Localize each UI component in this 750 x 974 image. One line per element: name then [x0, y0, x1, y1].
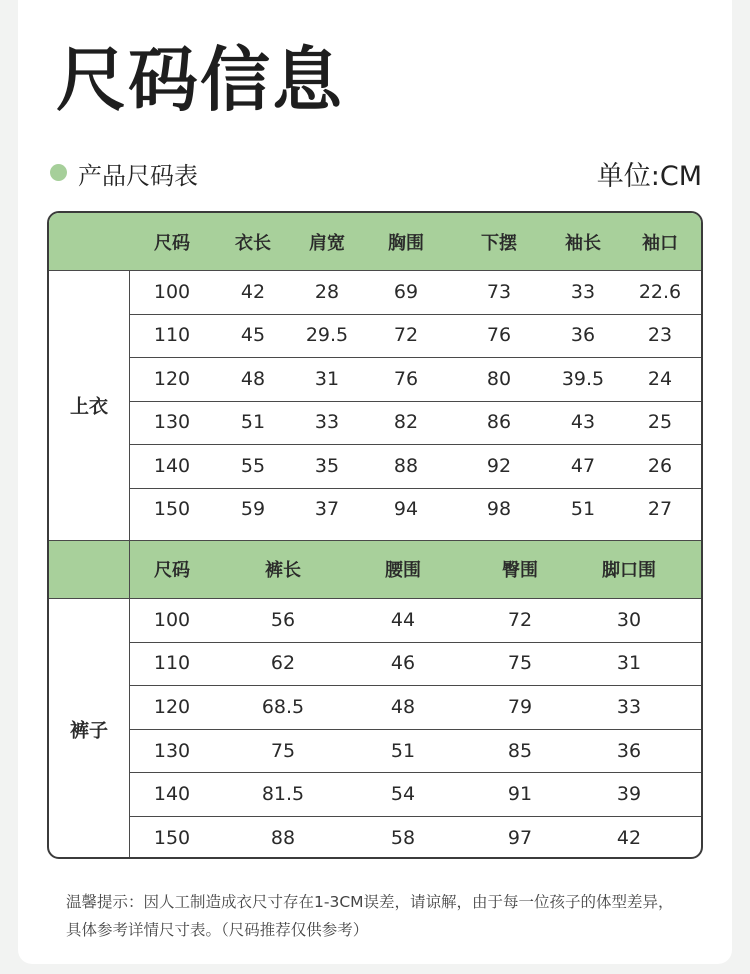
- top-header-cell: 袖长: [565, 232, 601, 254]
- table-cell: 33: [616, 696, 642, 718]
- table-cell: 42: [240, 280, 266, 303]
- table-cell: 82: [393, 411, 419, 434]
- subtitle: 产品尺码表: [78, 162, 198, 190]
- table-cell: 36: [570, 324, 596, 347]
- subtitle-row: [50, 152, 702, 192]
- table-cell: 92: [486, 454, 512, 477]
- table-cell: 94: [393, 498, 419, 521]
- bottom-header-cell: 脚口围: [602, 560, 656, 581]
- section-label-bottom: 裤子: [69, 719, 109, 741]
- table-cell: 100: [153, 608, 191, 631]
- table-cell: 44: [390, 608, 416, 631]
- table-cell: 28: [314, 280, 340, 303]
- table-cell: 150: [153, 498, 191, 521]
- table-cell: 31: [616, 652, 642, 675]
- table-cell: 54: [390, 783, 416, 806]
- table-cell: 69: [393, 280, 419, 303]
- table-cell: 35: [314, 454, 340, 477]
- table-cell: 76: [486, 324, 512, 347]
- table-cell: 33: [314, 411, 340, 434]
- table-cell: 97: [507, 826, 533, 849]
- table-cell: 45: [240, 324, 266, 347]
- table-cell: 48: [240, 367, 266, 390]
- table-cell: 88: [393, 454, 419, 477]
- table-cell: 55: [240, 454, 266, 477]
- table-cell: 47: [570, 454, 596, 477]
- size-table: [47, 211, 703, 859]
- table-cell: 37: [314, 498, 340, 521]
- row-divider: [129, 816, 701, 817]
- table-cell: 58: [390, 826, 416, 849]
- table-cell: 98: [486, 498, 512, 521]
- page-title: 尺码信息: [56, 39, 344, 121]
- table-cell: 27: [647, 498, 673, 521]
- table-cell: 25: [647, 411, 673, 434]
- table-cell: 100: [153, 280, 191, 303]
- divider-line: [49, 540, 701, 541]
- bottom-header-cell: 腰围: [385, 560, 421, 581]
- divider-line: [49, 270, 701, 271]
- top-header-cell: 下摆: [481, 232, 517, 254]
- table-cell: 56: [270, 608, 296, 631]
- table-cell: 79: [507, 696, 533, 718]
- bottom-header-cell: 尺码: [154, 560, 190, 581]
- table-cell: 22.6: [638, 280, 682, 303]
- table-cell: 140: [153, 783, 191, 806]
- table-cell: 81.5: [261, 783, 305, 806]
- table-cell: 39: [616, 783, 642, 806]
- column-divider: [129, 540, 130, 859]
- table-cell: 120: [153, 696, 191, 718]
- table-cell: 130: [153, 739, 191, 762]
- table-cell: 59: [240, 498, 266, 521]
- unit-label: 单位:CM: [596, 161, 702, 192]
- table-cell: 85: [507, 739, 533, 762]
- table-cell: 36: [616, 739, 642, 762]
- table-cell: 29.5: [305, 324, 349, 347]
- table-cell: 68.5: [261, 696, 305, 718]
- row-divider: [129, 401, 701, 402]
- note: [66, 888, 706, 944]
- top-header-cell: 肩宽: [309, 232, 345, 254]
- row-divider: [129, 685, 701, 686]
- section-label-top: 上衣: [69, 395, 109, 418]
- table-cell: 86: [486, 411, 512, 434]
- table-cell: 51: [240, 411, 266, 434]
- top-header-cell: 尺码: [154, 232, 190, 254]
- row-divider: [129, 642, 701, 643]
- table-cell: 23: [647, 324, 673, 347]
- divider-line: [49, 598, 701, 599]
- table-cell: 72: [507, 608, 533, 631]
- bottom-header-cell: 臀围: [502, 560, 538, 581]
- row-divider: [129, 444, 701, 445]
- table-cell: 72: [393, 324, 419, 347]
- row-divider: [129, 772, 701, 773]
- top-header-cell: 胸围: [388, 232, 424, 254]
- table-cell: 48: [390, 696, 416, 718]
- table-cell: 75: [270, 739, 296, 762]
- table-cell: 150: [153, 826, 191, 849]
- table-cell: 39.5: [561, 367, 605, 390]
- table-cell: 110: [153, 652, 191, 675]
- top-header-cell: 袖口: [642, 232, 678, 254]
- table-cell: 73: [486, 280, 512, 303]
- table-cell: 88: [270, 826, 296, 849]
- top-header-band: [49, 213, 701, 270]
- row-divider: [129, 488, 701, 489]
- table-cell: 80: [486, 367, 512, 390]
- table-cell: 120: [153, 367, 191, 390]
- table-cell: 30: [616, 608, 642, 631]
- note-line-2: 具体参考详情尺寸表。（尺码推荐仅供参考）: [66, 921, 369, 939]
- table-cell: 46: [390, 652, 416, 675]
- table-cell: 42: [616, 826, 642, 849]
- table-cell: 130: [153, 411, 191, 434]
- row-divider: [129, 314, 701, 315]
- table-cell: 31: [314, 367, 340, 390]
- table-cell: 51: [390, 739, 416, 762]
- table-cell: 75: [507, 652, 533, 675]
- table-cell: 43: [570, 411, 596, 434]
- table-cell: 26: [647, 454, 673, 477]
- table-cell: 62: [270, 652, 296, 675]
- bullet-dot-icon: [50, 164, 67, 181]
- table-cell: 33: [570, 280, 596, 303]
- bottom-header-cell: 裤长: [265, 560, 301, 581]
- table-cell: 140: [153, 454, 191, 477]
- table-cell: 24: [647, 367, 673, 390]
- column-divider: [129, 270, 130, 540]
- note-line-1: 温馨提示：因人工制造成衣尺寸存在1-3CM误差，请谅解，由于每一位孩子的体型差异，: [66, 893, 674, 911]
- top-header-cell: 衣长: [235, 232, 271, 254]
- row-divider: [129, 357, 701, 358]
- table-cell: 110: [153, 324, 191, 347]
- table-cell: 51: [570, 498, 596, 521]
- row-divider: [129, 729, 701, 730]
- table-cell: 76: [393, 367, 419, 390]
- table-cell: 91: [507, 783, 533, 806]
